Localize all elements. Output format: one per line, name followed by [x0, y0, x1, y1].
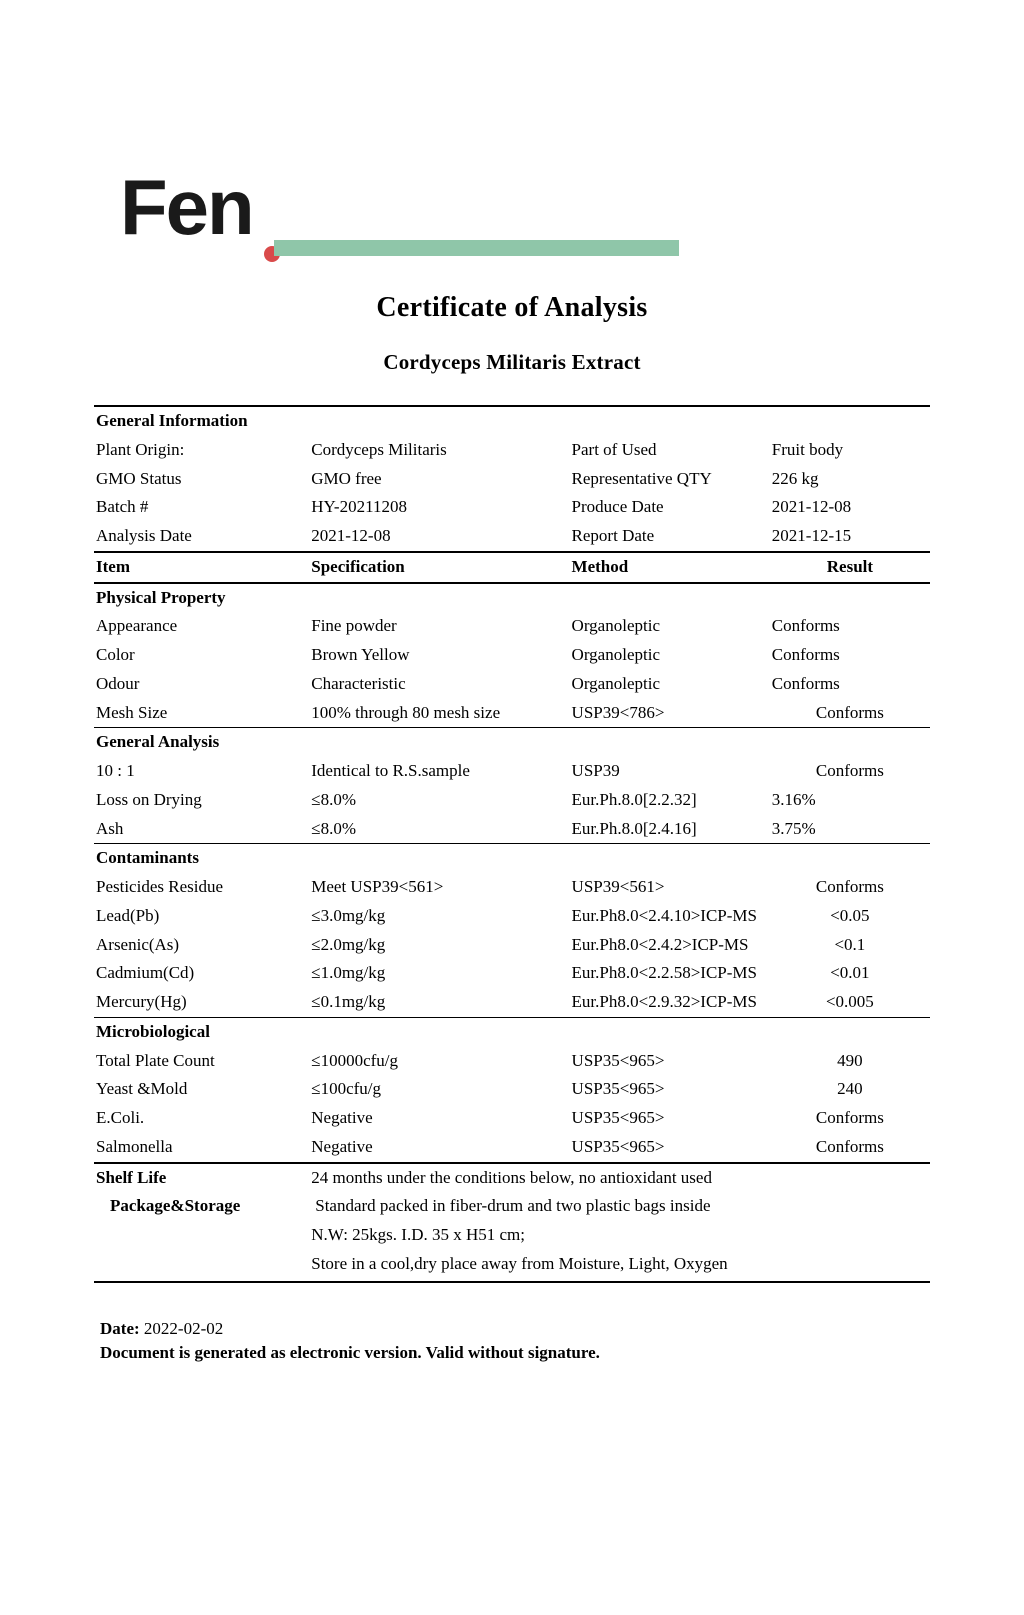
row-result: <0.05 — [830, 905, 870, 925]
row-item: 10 : 1 — [96, 761, 135, 780]
row-spec: ≤8.0% — [311, 789, 356, 809]
section-header-general-analysis — [94, 728, 930, 757]
table-row — [94, 436, 930, 465]
row-method: Eur.Ph8.0<2.4.2>ICP-MS — [571, 934, 749, 954]
row-spec: Negative — [311, 1108, 373, 1127]
document-page — [0, 163, 1024, 1615]
table-row — [94, 873, 930, 902]
table-row — [94, 1133, 930, 1163]
section-header-physical-property — [94, 583, 930, 613]
gi-label2: Produce Date — [571, 497, 664, 517]
logo-accent-bar — [274, 240, 679, 256]
table-row — [94, 1047, 930, 1076]
table-row — [94, 786, 930, 815]
row-spec: ≤2.0mg/kg — [311, 934, 386, 954]
row-result: 3.75% — [771, 818, 816, 838]
column-header-method: Method — [570, 552, 770, 583]
document-footer — [94, 1317, 930, 1366]
row-spec: ≤8.0% — [311, 818, 356, 838]
package-storage-label: Package&Storage — [110, 1196, 241, 1216]
row-result: Conforms — [771, 673, 840, 693]
row-spec: Brown Yellow — [311, 645, 410, 664]
row-spec: ≤100cfu/g — [311, 1079, 382, 1099]
issue-date-line — [100, 1317, 930, 1342]
gi-label: Plant Origin: — [96, 439, 185, 459]
table-row — [94, 1104, 930, 1133]
gi-label2: Representative QTY — [571, 468, 712, 488]
row-method: Eur.Ph.8.0[2.2.32] — [571, 789, 697, 809]
row-result: 3.16% — [771, 789, 816, 809]
row-spec: Characteristic — [311, 673, 406, 693]
logo-wordmark: Fen — [120, 163, 253, 251]
gi-value: Cordyceps Militaris — [311, 439, 447, 459]
row-item: Odour — [96, 673, 140, 693]
table-row — [94, 988, 930, 1017]
table-row — [94, 612, 930, 641]
company-logo — [94, 163, 930, 268]
row-method: Organoleptic — [571, 645, 660, 664]
row-method: Organoleptic — [571, 616, 660, 636]
section-title: General Information — [94, 406, 930, 436]
coa-table — [94, 405, 930, 1283]
row-result: <0.1 — [834, 934, 866, 954]
gi-value: 2021-12-08 — [311, 526, 391, 545]
row-result: Conforms — [815, 1136, 884, 1156]
column-header-specification: Specification — [309, 552, 569, 583]
row-item: Cadmium(Cd) — [96, 963, 195, 983]
table-row — [94, 522, 930, 552]
row-method: USP35<965> — [571, 1108, 665, 1127]
table-row — [94, 959, 930, 988]
row-spec: Identical to R.S.sample — [311, 761, 470, 780]
section-header-microbiological — [94, 1017, 930, 1046]
table-row — [94, 931, 930, 960]
row-spec: Fine powder — [311, 616, 397, 636]
row-spec: Negative — [311, 1136, 373, 1156]
spacer-cell — [94, 1221, 309, 1250]
row-method: USP39 — [571, 761, 620, 780]
table-row — [94, 670, 930, 699]
row-item: Ash — [96, 818, 124, 838]
table-header-row — [94, 552, 930, 583]
row-result: Conforms — [815, 702, 884, 722]
package-storage-row — [94, 1221, 930, 1250]
row-method: Eur.Ph8.0<2.2.58>ICP-MS — [571, 963, 757, 983]
row-method: USP39<786> — [571, 702, 665, 722]
row-result: Conforms — [771, 645, 840, 664]
gi-label: GMO Status — [96, 468, 182, 488]
page-title: Certificate of Analysis — [376, 292, 648, 323]
gi-value2: 2021-12-08 — [771, 497, 852, 517]
table-row — [94, 1075, 930, 1104]
row-spec: ≤1.0mg/kg — [311, 963, 386, 983]
row-result: 490 — [837, 1050, 863, 1070]
table-row — [94, 699, 930, 728]
row-item: Salmonella — [96, 1136, 173, 1156]
row-result: Conforms — [815, 761, 884, 780]
table-row — [94, 757, 930, 786]
row-spec: 100% through 80 mesh size — [311, 702, 501, 722]
row-method: USP35<965> — [571, 1050, 665, 1070]
gi-label: Batch # — [96, 497, 149, 517]
row-item: Total Plate Count — [96, 1050, 215, 1070]
row-result: <0.005 — [825, 992, 874, 1011]
row-method: USP35<965> — [571, 1136, 665, 1156]
package-storage-line1: Standard packed in fiber-drum and two plastic bags inside — [315, 1196, 711, 1216]
signature-note: Document is generated as electronic version. Valid without signature. — [100, 1343, 600, 1363]
table-row — [94, 493, 930, 522]
shelf-life-value: 24 months under the conditions below, no antioxidant used — [309, 1163, 930, 1193]
row-result: Conforms — [771, 616, 840, 636]
column-header-result: Result — [770, 552, 930, 583]
package-storage-line3: Store in a cool,dry place away from Moisture, Light, Oxygen — [309, 1250, 930, 1282]
table-row — [94, 465, 930, 494]
shelf-life-row — [94, 1163, 930, 1193]
row-method: Eur.Ph8.0<2.9.32>ICP-MS — [571, 992, 757, 1011]
row-spec: Meet USP39<561> — [311, 877, 444, 896]
row-item: Mesh Size — [96, 702, 168, 722]
column-header-item: Item — [94, 552, 309, 583]
gi-value2: 2021-12-15 — [771, 526, 852, 545]
row-method: USP39<561> — [571, 877, 665, 896]
row-item: Pesticides Residue — [96, 877, 224, 896]
package-storage-row — [94, 1250, 930, 1282]
row-result: Conforms — [815, 1108, 884, 1127]
page-subtitle: Cordyceps Militaris Extract — [383, 350, 641, 374]
package-storage-row — [94, 1192, 930, 1221]
gi-value: HY-20211208 — [311, 497, 407, 517]
section-title: Physical Property — [94, 583, 930, 613]
gi-value2: Fruit body — [771, 439, 844, 459]
row-item: Yeast &Mold — [96, 1079, 188, 1099]
gi-value2: 226 kg — [771, 468, 819, 488]
row-method: USP35<965> — [571, 1079, 665, 1099]
gi-value: GMO free — [311, 468, 382, 488]
row-spec: ≤10000cfu/g — [311, 1050, 399, 1070]
section-title: General Analysis — [94, 728, 930, 757]
table-row — [94, 815, 930, 844]
row-item: Arsenic(As) — [96, 934, 180, 954]
row-item: Mercury(Hg) — [96, 992, 187, 1011]
row-method: Organoleptic — [571, 673, 660, 693]
package-storage-line2: N.W: 25kgs. I.D. 35 x H51 cm; — [311, 1225, 525, 1244]
row-result: <0.01 — [830, 963, 870, 983]
date-label: Date: — [100, 1318, 140, 1338]
row-item: Appearance — [96, 616, 178, 636]
row-spec: ≤0.1mg/kg — [311, 992, 386, 1011]
gi-label2: Part of Used — [571, 439, 657, 459]
row-spec: ≤3.0mg/kg — [311, 905, 386, 925]
section-title: Contaminants — [94, 844, 930, 873]
table-row — [94, 641, 930, 670]
row-result: 240 — [837, 1079, 863, 1099]
section-header-contaminants — [94, 844, 930, 873]
row-item: E.Coli. — [96, 1108, 145, 1127]
date-value: 2022-02-02 — [143, 1318, 224, 1338]
section-title: Microbiological — [94, 1017, 930, 1046]
gi-label: Analysis Date — [96, 526, 192, 545]
row-result: Conforms — [815, 877, 884, 896]
row-item: Loss on Drying — [96, 789, 202, 809]
shelf-life-label: Shelf Life — [94, 1163, 309, 1193]
row-item: Color — [96, 645, 135, 664]
section-header-general-information — [94, 406, 930, 436]
row-method: Eur.Ph.8.0[2.4.16] — [571, 818, 697, 838]
gi-label2: Report Date — [571, 526, 655, 545]
row-method: Eur.Ph8.0<2.4.10>ICP-MS — [571, 905, 757, 925]
row-item: Lead(Pb) — [96, 905, 160, 925]
table-row — [94, 902, 930, 931]
spacer-cell — [94, 1250, 309, 1282]
